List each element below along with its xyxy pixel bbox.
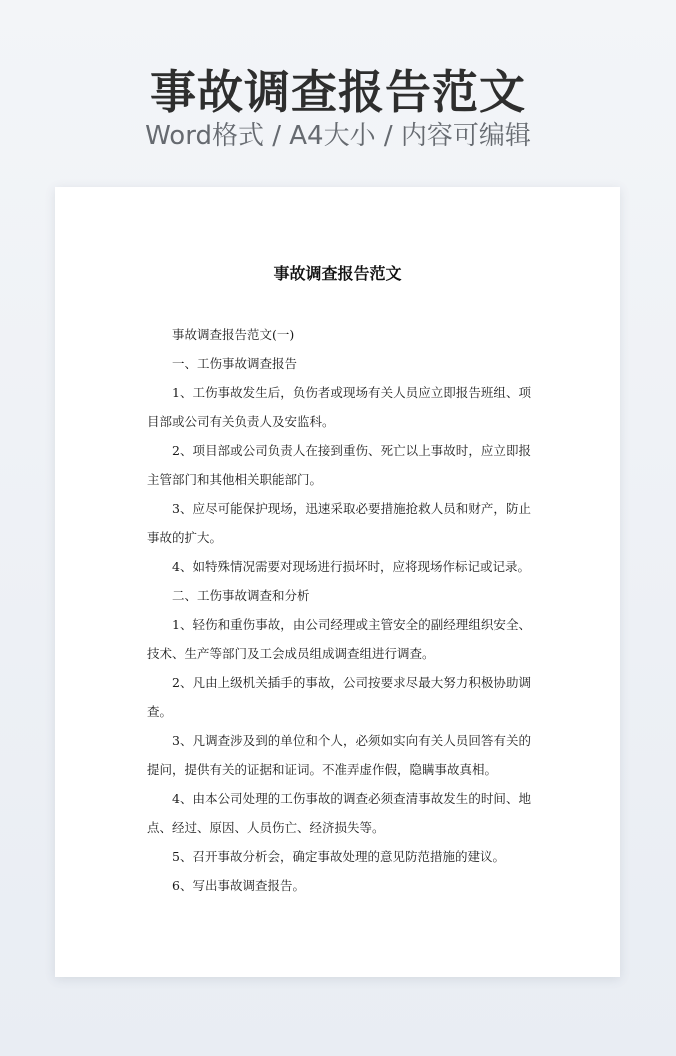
paragraph: 1、工伤事故发生后，负伤者或现场有关人员应立即报告班组、项目部或公司有关负责人及安监科。 (147, 385, 531, 429)
section-heading-2: 二、工伤事故调查和分析 (172, 588, 310, 603)
document-title: 事故调查报告范文 (273, 264, 402, 283)
paragraph-report-heading: 事故调查报告范文(一) (172, 327, 295, 342)
paragraph: 5、召开事故分析会，确定事故处理的意见防范措施的建议。 (172, 849, 505, 864)
paragraph: 3、凡调查涉及到的单位和个人，必须如实向有关人员回答有关的提问，提供有关的证据和证词。不准弄虚作假，隐瞒事故真相。 (147, 733, 531, 777)
paragraph: 4、由本公司处理的工伤事故的调查必须查清事故发生的时间、地点、经过、原因、人员伤亡、经济损失等。 (147, 791, 531, 835)
banner-title: 事故调查报告范文 (150, 65, 526, 119)
document-body (147, 320, 531, 900)
paragraph: 2、凡由上级机关插手的事故，公司按要求尽最大努力积极协助调查。 (147, 675, 531, 719)
document-page (55, 187, 620, 977)
paragraph: 2、项目部或公司负责人在接到重伤、死亡以上事故时，应立即报主管部门和其他相关职能部门。 (147, 443, 531, 487)
paragraph: 1、轻伤和重伤事故，由公司经理或主管安全的副经理组织安全、技术、生产等部门及工会成员组成调查组进行调查。 (147, 617, 531, 661)
banner-subtitle: Word格式 / A4大小 / 内容可编辑 (145, 121, 531, 151)
paragraph: 6、写出事故调查报告。 (172, 878, 305, 893)
section-heading-1: 一、工伤事故调查报告 (172, 356, 298, 371)
paragraph: 3、应尽可能保护现场，迅速采取必要措施抢救人员和财产，防止事故的扩大。 (147, 501, 531, 545)
paragraph: 4、如特殊情况需要对现场进行损坏时，应将现场作标记或记录。 (172, 559, 530, 574)
